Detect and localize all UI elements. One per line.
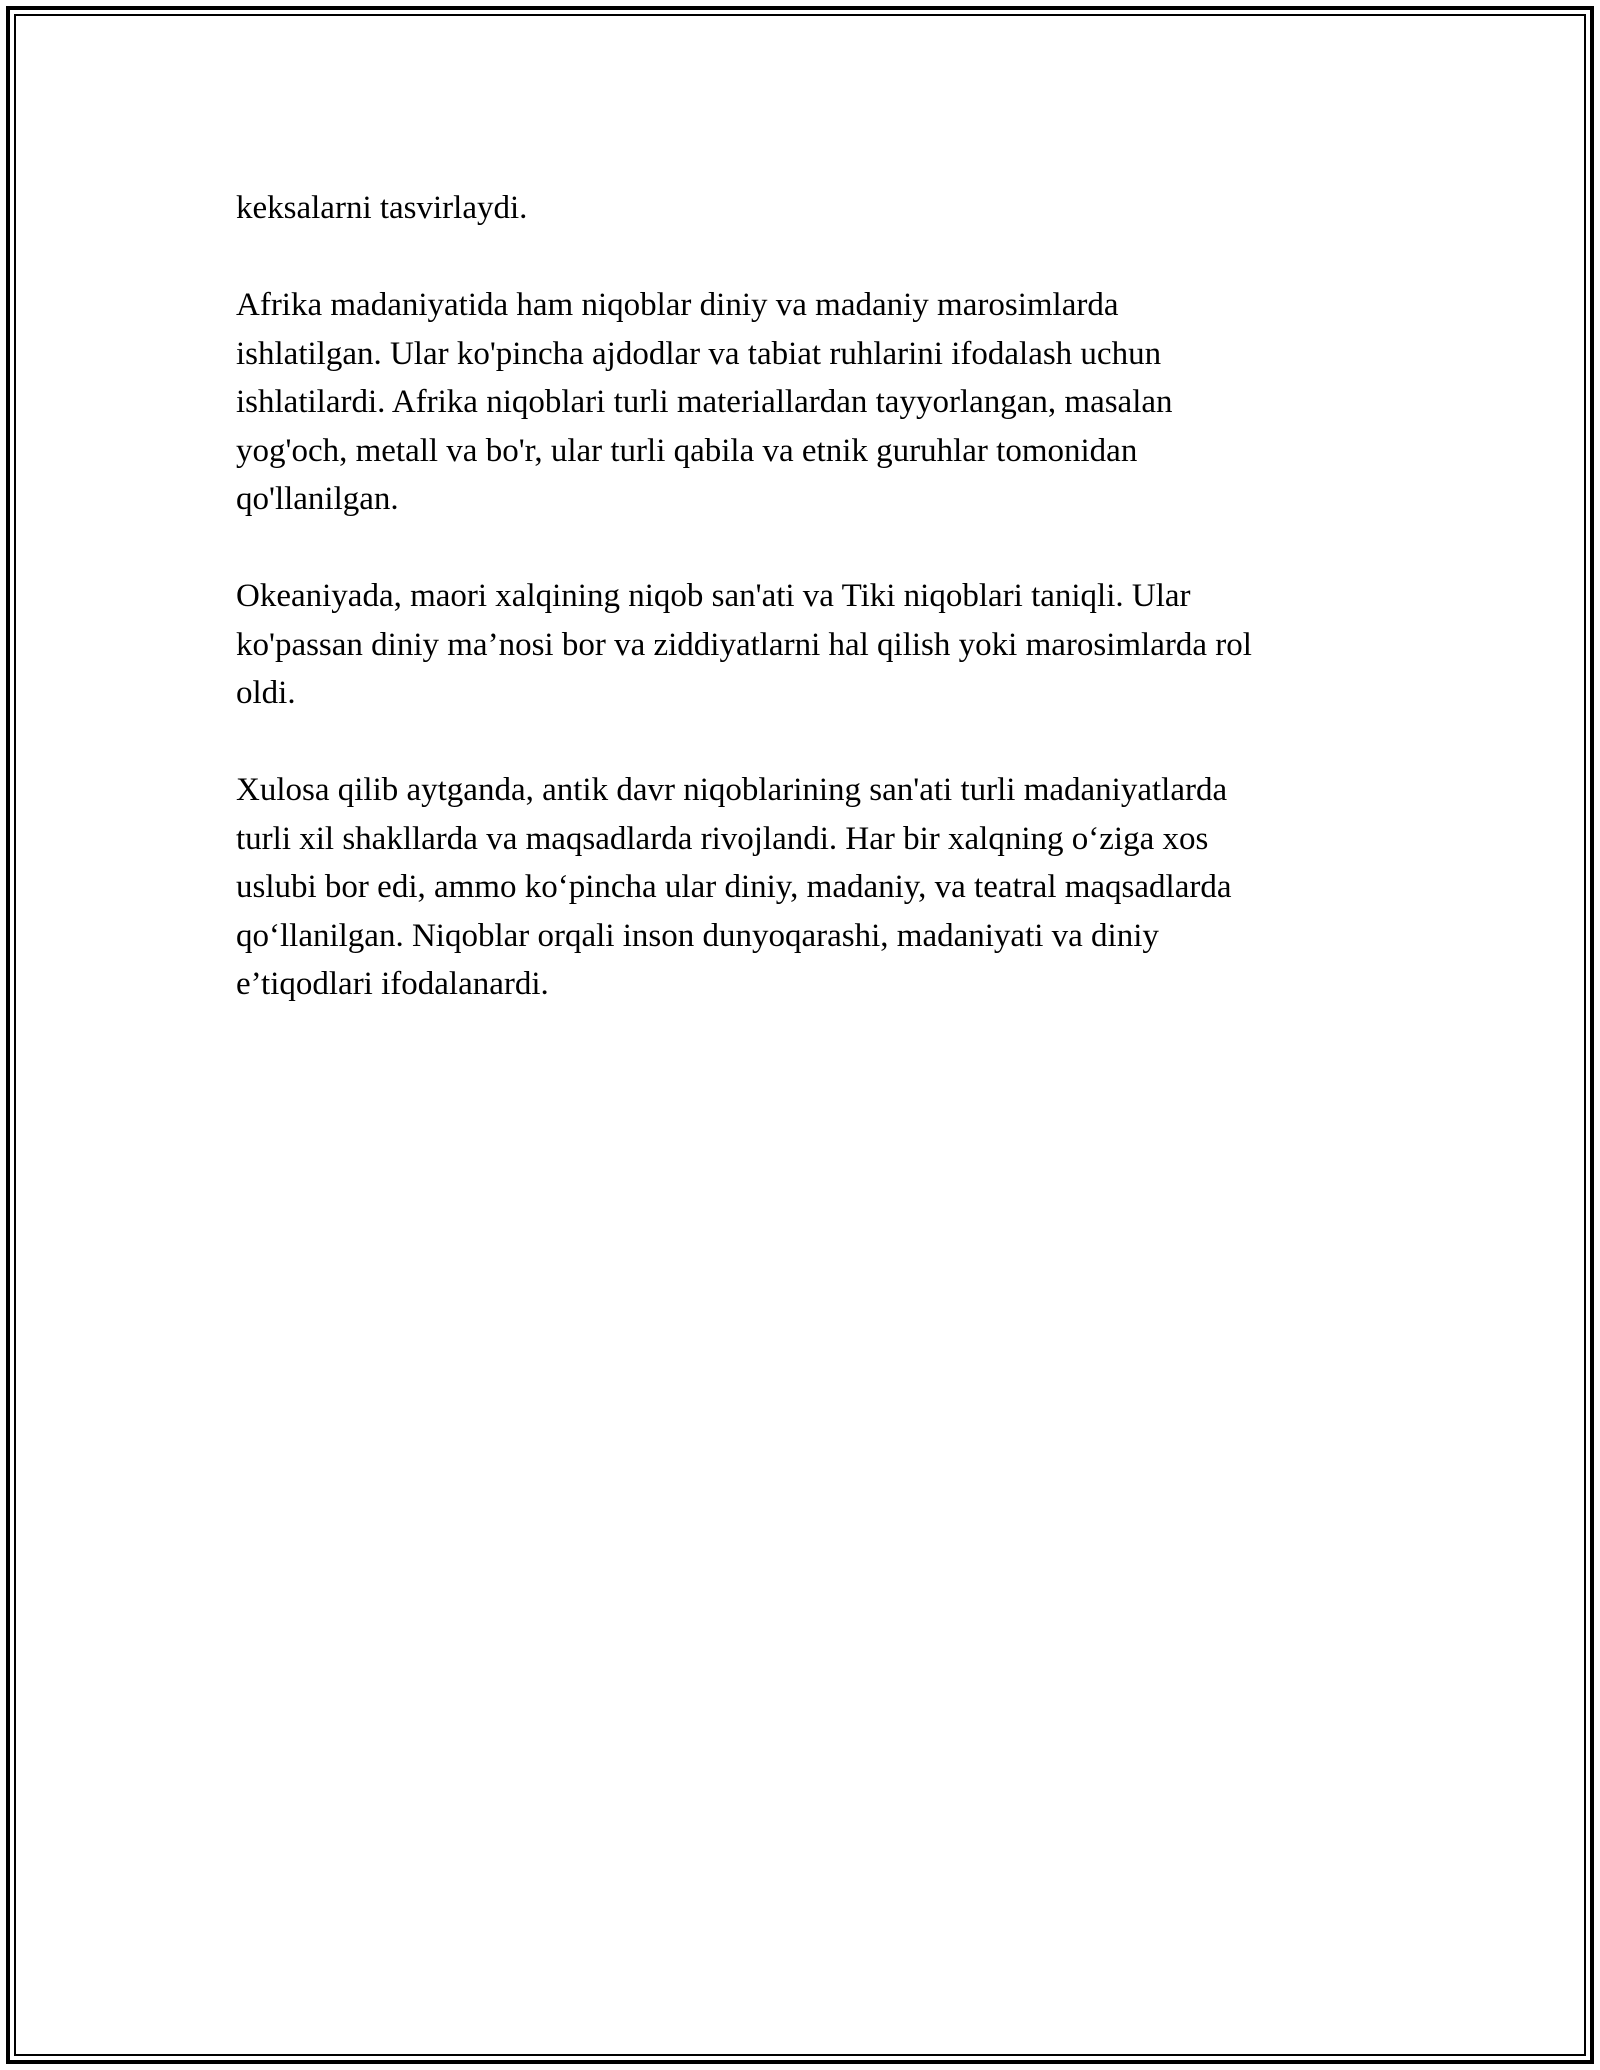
text-line: Afrika madaniyatida ham niqoblar diniy va madaniy marosimlarda — [236, 287, 1119, 323]
paragraph — [236, 281, 1376, 524]
text-line: oldi. — [236, 675, 296, 711]
text-line: keksalarni tasvirlaydi. — [236, 190, 528, 226]
text-line: yog'och, metall va bo'r, ular turli qabila va etnik guruhlar tomonidan — [236, 432, 1138, 469]
text-line: ko'passan diniy ma’nosi bor va ziddiyatlarni hal qilish yoki marosimlarda rol — [236, 626, 1252, 663]
text-line: qo'llanilgan. — [236, 481, 399, 517]
text-line: uslubi bor edi, ammo ko‘pincha ular diniy, madaniy, va teatral maqsadlarda — [236, 869, 1232, 905]
text-line: qo‘llanilgan. Niqoblar orqali inson dunyoqarashi, madaniyati va diniy — [236, 917, 1159, 954]
text-line: Okeaniyada, maori xalqining niqob san'ati va Tiki niqoblari taniqli. Ular — [236, 578, 1191, 614]
text-line: ishlatilardi. Afrika niqoblari turli materiallardan tayyorlangan, masalan — [236, 384, 1173, 420]
text-line: ishlatilgan. Ular ko'pincha ajdodlar va tabiat ruhlarini ifodalash uchun — [236, 335, 1162, 372]
paragraph — [236, 572, 1376, 718]
text-line: turli xil shakllarda va maqsadlarda rivojlandi. Har bir xalqning o‘ziga xos — [236, 820, 1209, 857]
document-body — [236, 184, 1376, 1057]
text-line: Xulosa qilib aytganda, antik davr niqoblarining san'ati turli madaniyatlarda — [236, 772, 1228, 808]
paragraph — [236, 766, 1376, 1009]
paragraph — [236, 184, 1376, 233]
text-line: e’tiqodlari ifodalanardi. — [236, 966, 549, 1002]
